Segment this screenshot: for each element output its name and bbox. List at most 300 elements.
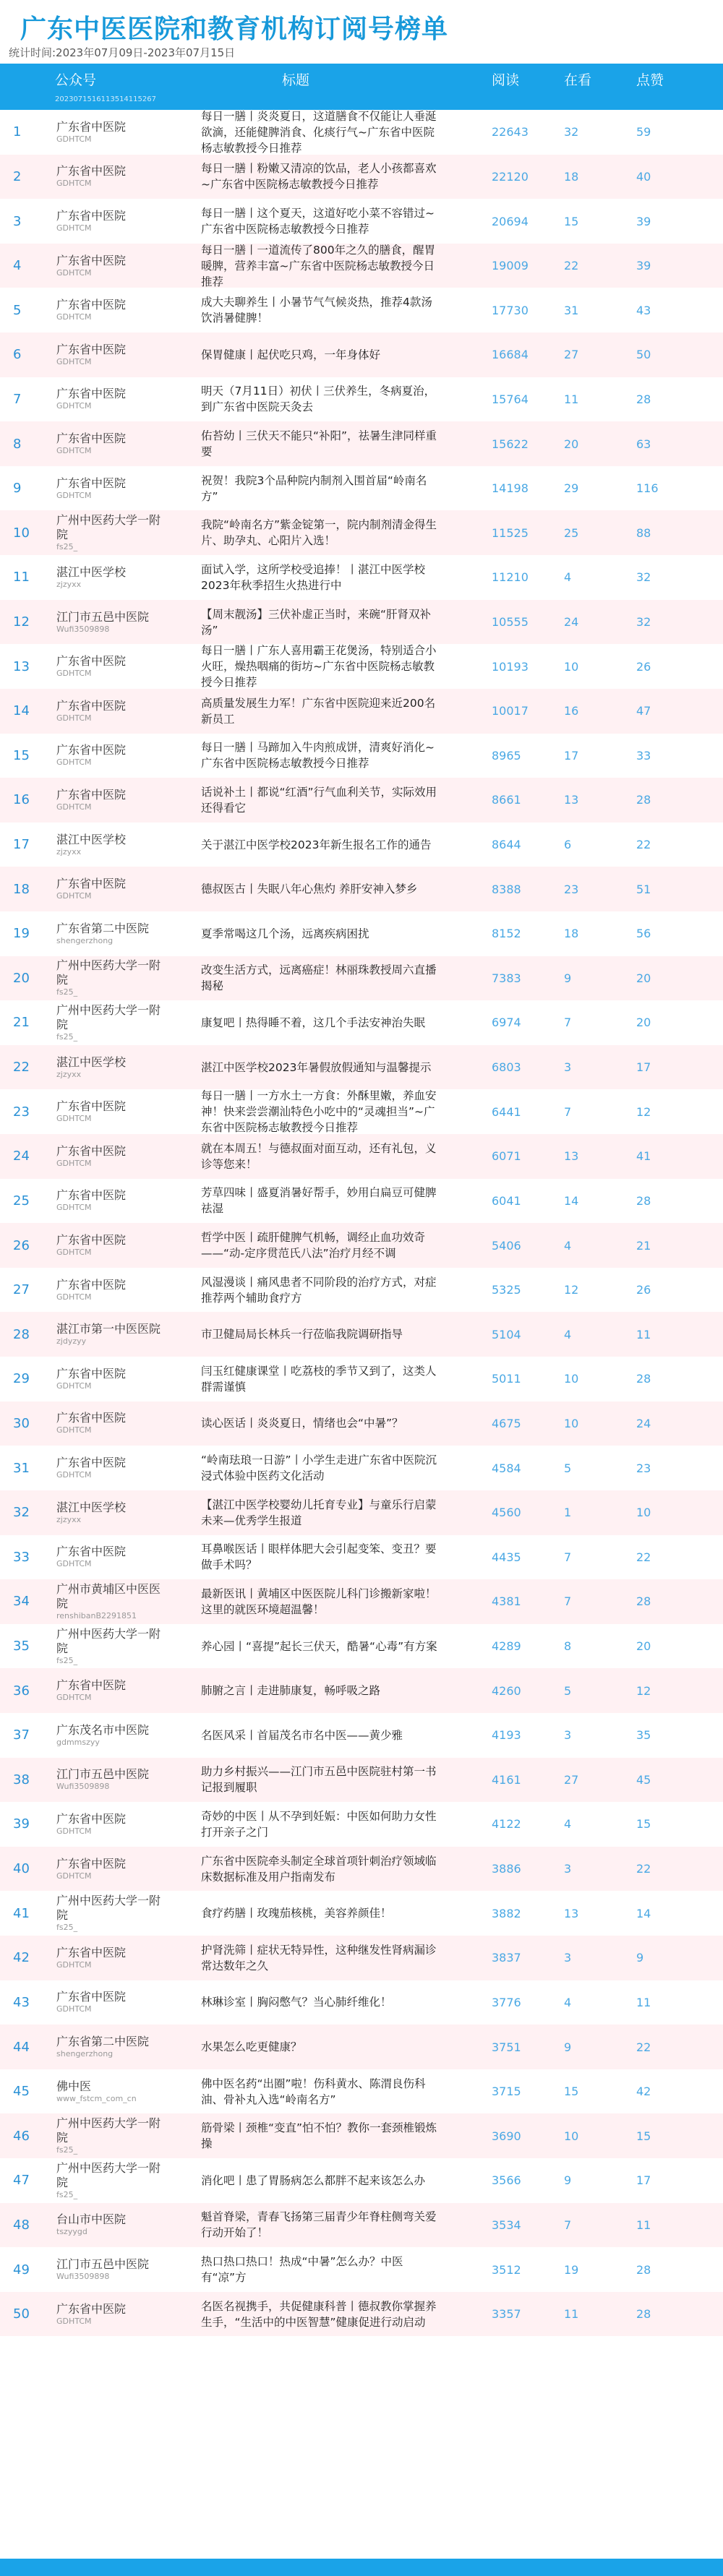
account-cell	[56, 332, 165, 377]
account-name: 广东省中医院	[56, 1188, 127, 1203]
account-name: 广东省中医院	[56, 1990, 127, 2004]
article-title[interactable]: 食疗药膳丨玫瑰茄核桃，美容养颜佳！	[201, 1907, 392, 1920]
table-row[interactable]	[0, 1758, 723, 1803]
like-count: 24	[636, 1416, 651, 1430]
inview-count: 8	[564, 1639, 572, 1654]
article-title[interactable]: 保胃健康丨起伏吃只鸡，一年身体好	[201, 348, 381, 361]
table-row[interactable]	[0, 2247, 723, 2292]
read-count: 15622	[492, 437, 529, 451]
like-count: 23	[636, 1461, 651, 1475]
table-row[interactable]	[0, 377, 723, 422]
table-row[interactable]	[0, 1535, 723, 1580]
account-cell	[56, 1847, 165, 1892]
account-name: 广州中医药大学一附院	[56, 2160, 161, 2189]
account-cell	[56, 1000, 165, 1045]
account-id: shengerzhong	[56, 2049, 114, 2058]
rank-cell: 8	[13, 436, 22, 452]
table-row[interactable]	[0, 1891, 723, 1936]
table-row[interactable]	[0, 2069, 723, 2114]
account-name: 广州中医药大学一附院	[56, 1894, 161, 1923]
account-id: GDHTCM	[56, 891, 92, 901]
inview-count: 18	[564, 927, 579, 941]
account-cell	[56, 734, 165, 778]
read-count: 4560	[492, 1506, 521, 1520]
rank-cell: 28	[13, 1326, 30, 1342]
account-cell	[56, 1490, 165, 1535]
table-row[interactable]	[0, 199, 723, 244]
article-title[interactable]: 消化吧丨患了胃肠病怎么都胖不起来该怎么办	[201, 2173, 426, 2187]
table-row[interactable]	[0, 2292, 723, 2337]
rank-cell: 16	[13, 792, 30, 808]
account-id: fs25_	[56, 2189, 78, 2199]
rank-cell: 10	[13, 525, 30, 541]
table-row[interactable]	[0, 288, 723, 332]
rank-cell: 3	[13, 213, 22, 229]
rank-cell: 18	[13, 881, 30, 897]
account-cell	[56, 2113, 165, 2158]
table-header	[0, 64, 723, 110]
inview-count: 16	[564, 704, 579, 718]
article-title[interactable]: 佑苔幼丨三伏天不能只“补阳”，祛暑生津同样重要	[201, 429, 437, 459]
inview-count: 5	[564, 1461, 572, 1475]
account-cell	[56, 555, 165, 600]
rank-cell: 37	[13, 1727, 30, 1743]
like-count: 116	[636, 481, 659, 496]
rank-cell: 43	[13, 1994, 30, 2010]
inview-count: 25	[564, 525, 579, 540]
table-row[interactable]	[0, 155, 723, 199]
table-row[interactable]	[0, 956, 723, 1001]
read-count: 6041	[492, 1193, 521, 1208]
like-count: 22	[636, 1550, 651, 1564]
account-name: 广东省中医院	[56, 1277, 127, 1292]
article-title[interactable]: 每日一膳丨粉嫩又清凉的饮品，老人小孩都喜欢~广东省中医院杨志敏教授今日推荐	[201, 162, 437, 192]
table-row[interactable]	[0, 1579, 723, 1624]
account-name: 广东省中医院	[56, 654, 127, 669]
like-count: 28	[636, 2307, 651, 2322]
account-name: 广东省中医院	[56, 2301, 127, 2316]
account-id: fs25_	[56, 2145, 78, 2155]
inview-count: 18	[564, 169, 579, 184]
read-count: 8152	[492, 927, 521, 941]
table-row[interactable]	[0, 466, 723, 511]
inview-count: 4	[564, 1995, 572, 2009]
account-cell	[56, 110, 165, 155]
account-name: 湛江市第一中医医院	[56, 1322, 161, 1336]
table-row[interactable]	[0, 911, 723, 956]
account-name: 广东省中医院	[56, 1143, 127, 1158]
generated-timestamp: 2023071516113514115267	[55, 95, 156, 103]
account-id: shengerzhong	[56, 935, 114, 945]
like-count: 17	[636, 2173, 651, 2188]
account-name: 广东省中医院	[56, 1945, 127, 1959]
account-id: www_fstcm_com_cn	[56, 2093, 137, 2103]
article-title[interactable]: “岭南珐琅一日游”丨小学生走进广东省中医院沉浸式体验中医药文化活动	[201, 1454, 437, 1483]
article-title[interactable]: 每日一膳丨一道流传了800年之久的膳食，醒胃暖脾，营养丰富~广东省中医院杨志敏教授今日推荐	[201, 243, 436, 288]
table-row[interactable]	[0, 2158, 723, 2203]
read-count: 5325	[492, 1283, 521, 1297]
article-title[interactable]: 成大夫聊养生丨小暑节气气候炎热，推荐4款汤饮消暑健脾！	[201, 296, 432, 325]
article-title[interactable]: 夏季常喝这几个汤，远离疾病困扰	[201, 927, 369, 940]
inview-count: 7	[564, 2217, 572, 2232]
article-title[interactable]: 我院“岭南名方”紫金锭第一，院内制剂清金得生片、助孕丸、心阳片入选！	[201, 518, 437, 548]
account-cell	[56, 1357, 165, 1401]
table-row[interactable]	[0, 1936, 723, 1980]
like-count: 20	[636, 971, 651, 985]
like-count: 50	[636, 348, 651, 362]
account-name: 广东省第二中医院	[56, 2035, 150, 2048]
account-cell	[56, 1980, 165, 2025]
rank-cell: 34	[13, 1594, 30, 1610]
rank-cell: 31	[13, 1460, 30, 1476]
rank-cell: 47	[13, 2173, 30, 2189]
rank-cell: 9	[13, 481, 22, 497]
like-count: 28	[636, 1594, 651, 1609]
table-row[interactable]	[0, 2025, 723, 2069]
article-title[interactable]: 关于湛江中医学校2023年新生报名工作的通告	[201, 838, 432, 851]
account-id: GDHTCM	[56, 446, 92, 456]
article-title[interactable]: 风湿漫谈丨痛风患者不同阶段的治疗方式，对症推荐两个辅助食疗方	[201, 1275, 437, 1305]
article-title[interactable]: 养心园丨“喜提”起长三伏天，酷暑“心毒”有方案	[201, 1639, 437, 1653]
account-cell	[56, 1802, 165, 1847]
like-count: 21	[636, 1238, 651, 1253]
read-count: 15764	[492, 392, 529, 406]
account-cell	[56, 1401, 165, 1446]
account-cell	[56, 2203, 165, 2248]
like-count: 28	[636, 793, 651, 807]
inview-count: 27	[564, 348, 579, 362]
account-cell	[56, 644, 165, 689]
account-cell	[56, 466, 165, 511]
stats-period: 统计时间:2023年07月09日-2023年07月15日	[9, 46, 236, 59]
rank-cell: 26	[13, 1237, 30, 1253]
rank-cell: 21	[13, 1015, 30, 1031]
article-title[interactable]: 闫玉红健康课堂丨吃荔枝的季节又到了，这类人群需谨慎	[201, 1364, 437, 1394]
rank-cell: 33	[13, 1549, 30, 1565]
account-cell	[56, 911, 165, 956]
account-cell	[56, 1223, 165, 1268]
account-cell	[56, 1268, 165, 1313]
account-id: GDHTCM	[56, 1425, 92, 1435]
account-cell	[56, 1936, 165, 1980]
article-title[interactable]: 哲学中医丨疏肝健脾气机畅，调经止血功效奇——“动-定序贯范氏八法”治疗月经不调	[201, 1231, 426, 1261]
table-row[interactable]	[0, 332, 723, 377]
read-count: 10193	[492, 659, 529, 674]
read-count: 4675	[492, 1416, 521, 1430]
account-cell	[56, 1535, 165, 1580]
account-id: GDHTCM	[56, 1559, 92, 1569]
article-title[interactable]: 祝贺！我院3个品种院内制剂入围首届“岭南名方”	[201, 473, 427, 503]
article-title[interactable]: 德叔医古丨失眠八年心焦灼 养肝安神入梦乡	[201, 883, 418, 896]
inview-count: 3	[564, 1862, 572, 1876]
like-count: 11	[636, 1327, 651, 1341]
account-cell	[56, 155, 165, 199]
like-count: 26	[636, 659, 651, 674]
account-id: GDHTCM	[56, 356, 92, 366]
account-cell	[56, 1312, 165, 1357]
rank-cell: 12	[13, 614, 30, 630]
table-row[interactable]	[0, 1045, 723, 1090]
article-title[interactable]: 面试入学，这所学校受追捧！丨湛江中医学校2023年秋季招生火热进行中	[201, 562, 426, 592]
table-row[interactable]	[0, 1446, 723, 1490]
table-row[interactable]	[0, 1134, 723, 1179]
inview-count: 20	[564, 437, 579, 451]
article-title[interactable]: 名医风采丨首届茂名市名中医——黄少雅	[201, 1728, 403, 1742]
account-name: 江门市五邑中医院	[56, 2257, 150, 2272]
table-row[interactable]	[0, 1624, 723, 1669]
rank-cell: 17	[13, 837, 30, 853]
account-name: 广东省中医院	[56, 476, 127, 490]
table-row[interactable]	[0, 867, 723, 911]
inview-count: 9	[564, 971, 572, 985]
like-count: 59	[636, 125, 651, 139]
rank-cell: 7	[13, 391, 22, 407]
account-name: 广东省中医院	[56, 1456, 127, 1470]
inview-count: 15	[564, 2085, 579, 2099]
table-row[interactable]	[0, 1000, 723, 1045]
article-title[interactable]: 康复吧丨热得睡不着，这几个手法安神治失眠	[201, 1016, 426, 1029]
account-id: GDHTCM	[56, 1158, 92, 1168]
account-id: GDHTCM	[56, 1381, 92, 1391]
article-title[interactable]: 明天（7月11日）初伏丨三伏养生，冬病夏治，到广东省中医院天灸去	[201, 385, 436, 414]
article-title[interactable]: 每日一膳丨马蹄加入牛肉煎成饼，清爽好消化~广东省中医院杨志敏教授今日推荐	[201, 741, 435, 770]
article-title[interactable]: 改变生活方式，远离癌症！林丽珠教授周六直播揭秘	[201, 963, 437, 993]
inview-count: 23	[564, 882, 579, 896]
like-count: 11	[636, 2217, 651, 2232]
rank-cell: 14	[13, 703, 30, 719]
like-count: 17	[636, 1060, 651, 1075]
read-count: 3715	[492, 2085, 521, 2099]
like-count: 28	[636, 392, 651, 406]
account-name: 广东省中医院	[56, 1099, 127, 1114]
account-cell	[56, 2292, 165, 2337]
like-count: 63	[636, 437, 651, 451]
table-row[interactable]	[0, 644, 723, 689]
account-name: 广州中医药大学一附院	[56, 1003, 161, 1031]
rank-cell: 15	[13, 747, 30, 763]
read-count: 3690	[492, 2129, 521, 2143]
table-row[interactable]	[0, 1713, 723, 1758]
article-title[interactable]: 筋骨梁丨颈椎“变直”怕不怕？教你一套颈椎锻炼操	[201, 2121, 437, 2151]
account-cell	[56, 1179, 165, 1224]
table-row[interactable]	[0, 734, 723, 778]
account-name: 湛江中医学校	[56, 1500, 127, 1514]
table-row[interactable]	[0, 244, 723, 288]
table-row[interactable]	[0, 2203, 723, 2248]
inview-count: 3	[564, 1951, 572, 1965]
account-name: 广东省中医院	[56, 342, 127, 356]
article-title[interactable]: 广东省中医院牵头制定全球首项针刺治疗领域临床数据标准及用户指南发布	[201, 1854, 437, 1884]
account-name: 广东省中医院	[56, 1545, 127, 1559]
inview-count: 10	[564, 2129, 579, 2143]
rank-cell: 25	[13, 1193, 30, 1208]
table-row[interactable]	[0, 421, 723, 466]
account-id: fs25_	[56, 542, 78, 552]
rank-cell: 11	[13, 570, 30, 585]
rank-cell: 48	[13, 2217, 30, 2233]
table-row[interactable]	[0, 823, 723, 867]
like-count: 20	[636, 1639, 651, 1654]
like-count: 22	[636, 2040, 651, 2054]
rank-cell: 42	[13, 1950, 30, 1966]
table-row[interactable]	[0, 1980, 723, 2025]
account-id: fs25_	[56, 1031, 78, 1042]
account-cell	[56, 1713, 165, 1758]
rank-cell: 50	[13, 2306, 30, 2322]
article-title[interactable]: 水果怎么吃更健康？	[201, 2040, 302, 2053]
article-title[interactable]: 名医名视携手，共促健康科普丨德叔教你掌握养生手，“生活中的中医智慧”健康促进行动启动	[201, 2299, 437, 2329]
article-title[interactable]: 林琳诊室丨胸闷憋气？当心肺纤维化！	[201, 1996, 392, 2009]
article-title[interactable]: 每日一膳丨这个夏天，这道好吃小菜不容错过~广东省中医院杨志敏教授今日推荐	[201, 207, 435, 236]
read-count: 3776	[492, 1995, 521, 2009]
rank-cell: 23	[13, 1104, 30, 1120]
like-count: 15	[636, 2129, 651, 2143]
inview-count: 10	[564, 1372, 579, 1386]
account-id: GDHTCM	[56, 1470, 92, 1480]
inview-count: 6	[564, 838, 572, 852]
header-title: 标题	[282, 72, 310, 88]
article-title[interactable]: 热口热口热口！热成“中暑”怎么办？中医有“凉”方	[201, 2255, 403, 2285]
account-cell	[56, 1624, 165, 1669]
account-id: GDHTCM	[56, 312, 92, 322]
table-row[interactable]	[0, 2113, 723, 2158]
inview-count: 7	[564, 1016, 572, 1030]
account-id: tszyygd	[56, 2227, 87, 2237]
article-title[interactable]: 【湛江中医学校婴幼儿托育专业】与童乐行启蒙未来—优秀学生报道	[201, 1498, 437, 1527]
account-cell	[56, 2247, 165, 2292]
account-id: GDHTCM	[56, 267, 92, 278]
article-title[interactable]: 高质量发展生力军！广东省中医院迎来近200名新员工	[201, 696, 436, 726]
rank-cell: 5	[13, 302, 22, 318]
rank-cell: 4	[13, 258, 22, 274]
like-count: 47	[636, 704, 651, 718]
account-id: GDHTCM	[56, 179, 92, 189]
like-count: 45	[636, 1772, 651, 1787]
account-name: 广东省第二中医院	[56, 921, 150, 935]
like-count: 33	[636, 748, 651, 763]
account-cell	[56, 600, 165, 645]
article-title[interactable]: 耳鼻喉医话丨眼样体肥大会引起变笨、变丑？要做手术吗？	[201, 1542, 437, 1572]
like-count: 43	[636, 303, 651, 317]
table-row[interactable]	[0, 1179, 723, 1224]
account-id: zjzyxx	[56, 579, 82, 589]
like-count: 28	[636, 2262, 651, 2277]
account-cell	[56, 1089, 165, 1134]
table-row[interactable]	[0, 1268, 723, 1313]
inview-count: 4	[564, 1238, 572, 1253]
account-id: GDHTCM	[56, 1871, 92, 1881]
table-row[interactable]	[0, 1802, 723, 1847]
rank-cell: 19	[13, 926, 30, 942]
article-title[interactable]: 每日一膳丨一方水土一方食：外酥里嫩，养血安神！快来尝尝潮汕特色小吃中的“灵魂担当”~广东省中医院杨志敏教授今日推荐	[201, 1089, 437, 1135]
article-title[interactable]: 助力乡村振兴——江门市五邑中医院驻村第一书记报到履职	[201, 1765, 437, 1795]
read-count: 8661	[492, 793, 521, 807]
read-count: 5406	[492, 1238, 521, 1253]
rank-cell: 20	[13, 970, 30, 986]
account-name: 广州中医药大学一附院	[56, 513, 161, 542]
inview-count: 22	[564, 259, 579, 273]
footer-bar	[0, 2559, 723, 2576]
like-count: 35	[636, 1728, 651, 1743]
table-row[interactable]	[0, 778, 723, 823]
article-title[interactable]: 湛江中医学校2023年暑假放假通知与温馨提示	[201, 1060, 432, 1074]
account-cell	[56, 778, 165, 823]
article-title[interactable]: 魁首脊梁，青春飞扬第三届青少年脊柱侧弯关爱行动开始了！	[201, 2210, 437, 2240]
article-title[interactable]: 【周末靓汤】三伏补虚正当时，来碗“肝肾双补汤”	[201, 607, 432, 637]
table-row[interactable]	[0, 110, 723, 155]
account-cell	[56, 867, 165, 911]
article-title[interactable]: 读心医话丨炎炎夏日，情绪也会“中暑”？	[201, 1417, 403, 1430]
account-name: 广东省中医院	[56, 877, 127, 891]
rank-cell: 35	[13, 1639, 30, 1654]
account-id: renshibanB2291851	[56, 1610, 137, 1620]
table-row[interactable]	[0, 1312, 723, 1357]
account-name: 广州中医药大学一附院	[56, 2116, 161, 2145]
account-cell	[56, 199, 165, 244]
table-row[interactable]	[0, 1223, 723, 1268]
rank-cell: 40	[13, 1861, 30, 1877]
article-title[interactable]: 芳草四味丨盛夏消暑好帮手，妙用白扁豆可健脾祛湿	[201, 1186, 437, 1216]
like-count: 22	[636, 1862, 651, 1876]
inview-count: 13	[564, 793, 579, 807]
rank-cell: 45	[13, 2084, 30, 2100]
inview-count: 13	[564, 1906, 579, 1920]
table-row[interactable]	[0, 689, 723, 734]
account-id: GDHTCM	[56, 134, 92, 144]
account-name: 湛江中医学校	[56, 564, 127, 579]
inview-count: 29	[564, 481, 579, 496]
table-row[interactable]	[0, 510, 723, 555]
account-id: gdmmszyy	[56, 1737, 100, 1747]
read-count: 4260	[492, 1683, 521, 1698]
read-count: 22643	[492, 125, 529, 139]
table-row[interactable]	[0, 1401, 723, 1446]
article-title[interactable]: 话说补土丨都说“红酒”行气血利关节，实际效用还得看它	[201, 785, 437, 815]
article-title[interactable]: 肺腑之言丨走进肺康复，畅呼吸之路	[201, 1684, 381, 1698]
inview-count: 5	[564, 1683, 572, 1698]
article-title[interactable]: 护肾洗筛丨症状无特异性，这种继发性肾病漏诊常达数年之久	[201, 1943, 437, 1972]
account-name: 江门市五邑中医院	[56, 609, 150, 624]
table-row[interactable]	[0, 1357, 723, 1401]
like-count: 40	[636, 169, 651, 184]
read-count: 6071	[492, 1149, 521, 1164]
like-count: 32	[636, 615, 651, 629]
rank-cell: 29	[13, 1371, 30, 1387]
table-row[interactable]	[0, 600, 723, 645]
article-title[interactable]: 奇妙的中医丨从不孕到妊娠：中医如何助力女性打开亲子之门	[201, 1809, 437, 1839]
table-row[interactable]	[0, 1490, 723, 1535]
article-title[interactable]: 每日一膳丨广东人喜用霸王花煲汤，特别适合小火旺，燥热咽痛的街坊~广东省中医院杨志敏教授今日推荐	[201, 644, 437, 689]
account-id: zjzyxx	[56, 1514, 82, 1524]
rank-cell: 24	[13, 1149, 30, 1164]
article-title[interactable]: 每日一膳丨炎炎夏日，这道膳食不仅能让人垂涎欲滴，还能健脾消食、化痰行气~广东省中医院杨志敏教授今日推荐	[201, 110, 437, 155]
article-title[interactable]: 市卫健局局长林兵一行莅临我院调研指导	[201, 1328, 403, 1341]
article-title[interactable]: 最新医讯丨黄埔区中医医院儿科门诊搬新家啦！这里的就医环境超温馨！	[201, 1587, 437, 1616]
inview-count: 10	[564, 659, 579, 674]
table-row[interactable]	[0, 1089, 723, 1134]
like-count: 12	[636, 1683, 651, 1698]
header-likes: 点赞	[636, 72, 664, 88]
table-row[interactable]	[0, 1847, 723, 1892]
table-row[interactable]	[0, 1668, 723, 1713]
article-title[interactable]: 就在本周五！与德叔面对面互动，还有礼包，义诊等您来！	[201, 1141, 437, 1171]
article-title[interactable]: 佛中医名药“出圈”啦！伤科黄水、陈渭良伤科油、骨补丸入选“岭南名方”	[201, 2077, 426, 2106]
read-count: 3534	[492, 2217, 521, 2232]
rank-cell: 27	[13, 1282, 30, 1298]
read-count: 20694	[492, 214, 529, 228]
table-row[interactable]	[0, 555, 723, 600]
inview-count: 11	[564, 392, 579, 406]
